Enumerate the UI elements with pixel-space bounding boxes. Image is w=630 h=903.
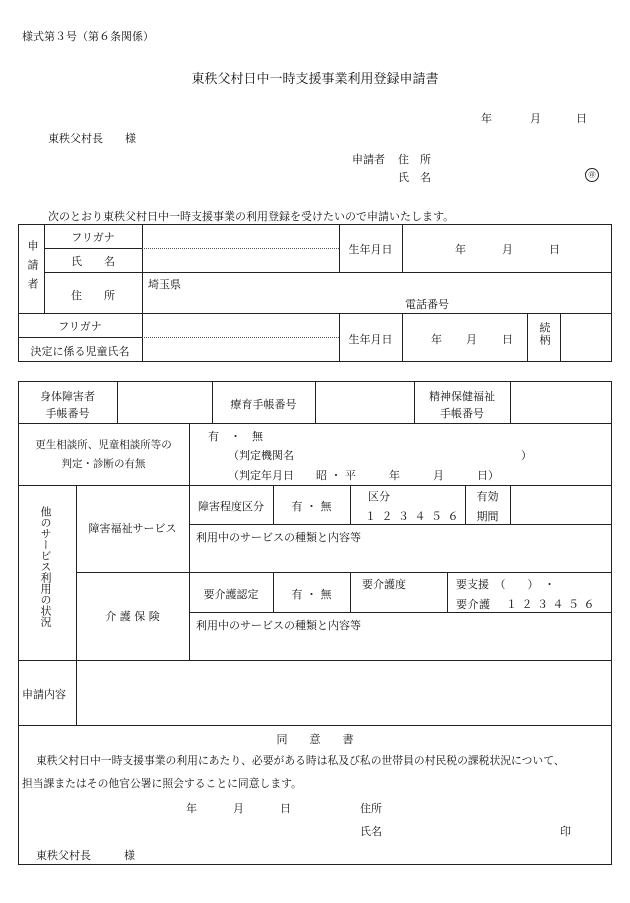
consultation-yes-no: 有 ・ 無 bbox=[208, 430, 263, 443]
applicant-birth-month: 月 bbox=[502, 243, 513, 256]
child-relation-label: 続柄 bbox=[538, 322, 551, 346]
applicant-birth-year: 年 bbox=[455, 243, 466, 256]
header-year: 年 bbox=[481, 112, 492, 125]
form-number: 様式第３号（第６条関係） bbox=[22, 30, 154, 43]
consultation-agency-close: ） bbox=[521, 449, 532, 462]
applicant-header-address: 住 所 bbox=[398, 153, 431, 166]
applicant-name-label: 氏 名 bbox=[71, 255, 115, 268]
care-cert-label: 要介護認定 bbox=[203, 588, 259, 601]
disability-service-label: 障害福祉サービス bbox=[88, 522, 177, 535]
applicant-header-label: 申請者 bbox=[352, 153, 385, 166]
consent-text-2: 担当課またはその他官公署に照会することに同意します。 bbox=[22, 777, 302, 790]
applicant-furigana-label: フリガナ bbox=[71, 231, 115, 244]
child-birth-day: 日 bbox=[502, 333, 513, 346]
care-levels-label: 要介護 １ ２ ３ ４ ５ ６ bbox=[456, 598, 595, 611]
consent-text-1: 東秩父村日中一時支援事業の利用にあたり、必要がある時は私及び私の世帯員の村民税の課税状況について、 bbox=[36, 754, 565, 767]
applicant-phone-label: 電話番号 bbox=[405, 298, 449, 311]
consultation-label: 更生相談所、児童相談所等の bbox=[35, 439, 172, 451]
header-addressee: 東秩父村長 様 bbox=[48, 132, 136, 145]
applicant-address-label: 住 所 bbox=[71, 289, 115, 302]
intro-text: 次のとおり東秩父村日中一時支援事業の利用登録を受けたいので申請いたします。 bbox=[48, 210, 455, 223]
disability-services-label: 利用中のサービスの種類と内容等 bbox=[196, 531, 361, 544]
applicant-birth-label: 生年月日 bbox=[348, 243, 393, 256]
consent-title: 同 意 書 bbox=[276, 733, 354, 746]
header-month: 月 bbox=[530, 112, 541, 125]
disability-category-values: １ ２ ３ ４ ５ ６ bbox=[365, 510, 460, 523]
disability-category-label: 区分 bbox=[368, 490, 390, 503]
consent-addressee: 東秩父村長 様 bbox=[36, 849, 135, 862]
child-birth-month: 月 bbox=[466, 333, 477, 346]
child-birth-label: 生年月日 bbox=[348, 333, 393, 346]
page-title: 東秩父村日中一時支援事業利用登録申請書 bbox=[191, 72, 439, 87]
applicant-address-value: 埼玉県 bbox=[148, 278, 181, 291]
ryoiku-handbook-label: 療育手帳番号 bbox=[230, 398, 297, 411]
mental-handbook-label: 精神保健福祉 bbox=[429, 390, 495, 403]
disability-yes-no: 有 ・ 無 bbox=[291, 500, 332, 513]
consent-month: 月 bbox=[233, 802, 244, 815]
care-services-label: 利用中のサービスの種類と内容等 bbox=[196, 619, 361, 632]
consultation-label-2: 判定・診断の有無 bbox=[61, 458, 146, 470]
disability-period-label: 期間 bbox=[476, 510, 499, 523]
consultation-date: （判定年月日 昭 ・ 平 年 月 日） bbox=[228, 469, 499, 482]
care-support-label: 要支援 （ ） ・ bbox=[456, 578, 555, 591]
child-birth-year: 年 bbox=[431, 333, 442, 346]
consent-seal-label: 印 bbox=[560, 825, 571, 838]
applicant-birth-day: 日 bbox=[549, 243, 560, 256]
request-content-label: 申請内容 bbox=[22, 688, 66, 701]
child-furigana-label: フリガナ bbox=[58, 320, 102, 333]
consent-day: 日 bbox=[280, 802, 291, 815]
physical-handbook-number-label: 手帳番号 bbox=[45, 407, 90, 420]
consent-year: 年 bbox=[186, 802, 197, 815]
consent-name-label: 氏名 bbox=[360, 825, 382, 838]
care-insurance-label: 介 護 保 険 bbox=[105, 610, 160, 623]
applicant-header-name: 氏 名 bbox=[398, 171, 431, 184]
header-day: 日 bbox=[576, 112, 587, 125]
other-services-vertical-label: 他のサービス利用の状況 bbox=[39, 506, 52, 627]
care-level-label: 要介護度 bbox=[362, 578, 406, 591]
child-name-label: 決定に係る児童氏名 bbox=[30, 345, 130, 358]
consent-address-label: 住所 bbox=[360, 802, 382, 815]
mental-handbook-number-label: 手帳番号 bbox=[440, 407, 484, 420]
applicant-vertical-label: 申請者 bbox=[26, 240, 39, 297]
disability-grade-label: 障害程度区分 bbox=[198, 500, 264, 513]
disability-valid-label: 有効 bbox=[476, 490, 499, 503]
seal-mark: ㊞ bbox=[585, 168, 599, 182]
care-yes-no: 有 ・ 無 bbox=[291, 588, 332, 601]
consultation-agency: （判定機関名 bbox=[228, 449, 294, 462]
physical-handbook-label: 身体障害者 bbox=[40, 390, 95, 403]
